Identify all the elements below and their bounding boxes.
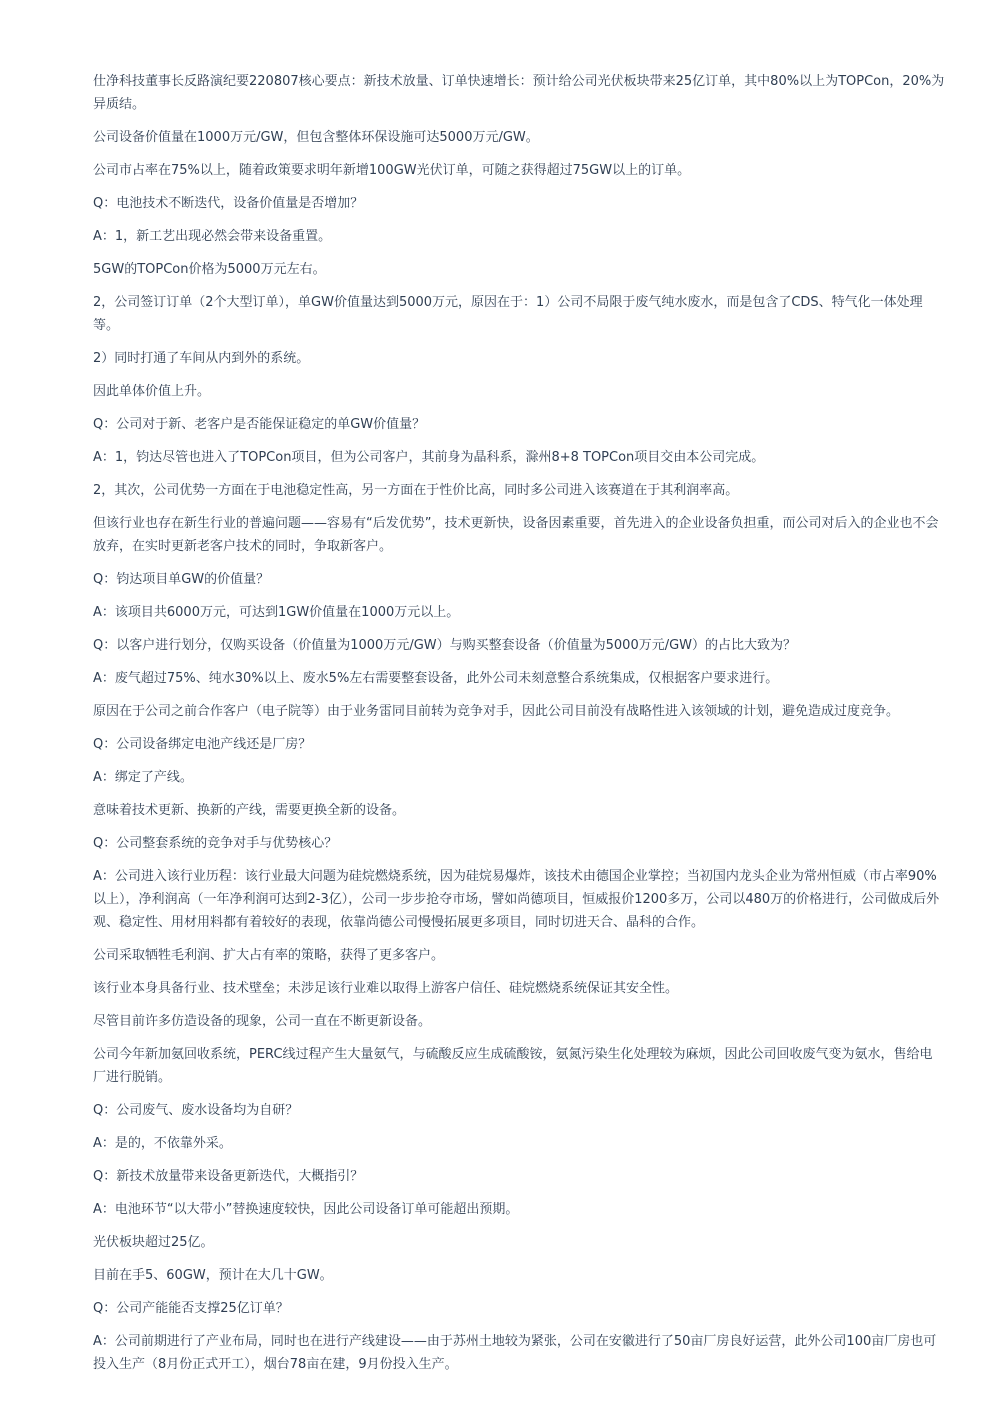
document-body [93,70,945,1386]
paragraph: 但该行业也存在新生行业的普遍问题——容易有“后发优势”，技术更新快，设备因素重要，首先进入的企业设备负担重，而公司对后入的企业也不会放弃，在实时更新老客户技术的同时，争取新客户。 [93,516,939,554]
question: Q：公司产能能否支撑25亿订单？ [93,1301,289,1316]
paragraph: 该行业本身具备行业、技术壁垒；未涉足该行业难以取得上游客户信任、硅烷燃烧系统保证其安全性。 [93,981,679,996]
paragraph: 目前在手5、60GW，预计在大几十GW。 [93,1268,333,1283]
answer: A：绑定了产线。 [93,770,193,785]
question: Q：公司废气、废水设备均为自研？ [93,1103,299,1118]
paragraph: 仕净科技董事长反路演纪要220807核心要点：新技术放量、订单快速增长：预计给公司光伏板块带来25亿订单，其中80%以上为TOPCon，20%为异质结。 [93,74,945,112]
answer: A：公司前期进行了产业布局，同时也在进行产线建设——由于苏州土地较为紧张，公司在安徽进行了50亩厂房良好运营，此外公司100亩厂房也可投入生产（8月份正式开工），烟台78亩在建，9月份投入生产。 [93,1334,937,1372]
paragraph: 尽管目前许多仿造设备的现象，公司一直在不断更新设备。 [93,1014,432,1029]
answer: A：1，钧达尽管也进入了TOPCon项目，但为公司客户，其前身为晶科系，滁州8+8 TOPCon项目交由本公司完成。 [93,450,765,465]
paragraph: 公司市占率在75%以上，随着政策要求明年新增100GW光伏订单，可随之获得超过75GW以上的订单。 [93,163,691,178]
question: Q：新技术放量带来设备更新迭代，大概指引？ [93,1169,364,1184]
question: Q：钧达项目单GW的价值量？ [93,572,270,587]
paragraph: 2）同时打通了车间从内到外的系统。 [93,351,310,366]
paragraph: 2，其次，公司优势一方面在于电池稳定性高，另一方面在于性价比高，同时多公司进入该赛道在于其利润率高。 [93,483,739,498]
question: Q：以客户进行划分，仅购买设备（价值量为1000万元/GW）与购买整套设备（价值量为5000万元/GW）的占比大致为？ [93,638,797,653]
question: Q：公司整套系统的竞争对手与优势核心？ [93,836,338,851]
paragraph: 意味着技术更新、换新的产线，需要更换全新的设备。 [93,803,406,818]
paragraph: 5GW的TOPCon价格为5000万元左右。 [93,262,326,277]
paragraph: 2，公司签订订单（2个大型订单），单GW价值量达到5000万元，原因在于：1）公司不局限于废气纯水废水，而是包含了CDS、特气化一体处理等。 [93,295,923,333]
answer: A：电池环节“以大带小”替换速度较快，因此公司设备订单可能超出预期。 [93,1202,519,1217]
answer: A：该项目共6000万元，可达到1GW价值量在1000万元以上。 [93,605,460,620]
answer: A：公司进入该行业历程：该行业最大问题为硅烷燃烧系统，因为硅烷易爆炸，该技术由德国企业掌控；当初国内龙头企业为常州恒威（市占率90%以上），净利润高（一年净利润可达到2-3亿），公司一步步抢夺市场，譬如尚德项目，恒威报价1200多万，公司以480万的价格进行，公司做成后外观、稳定性、用材用料都有着较好的表现，依靠尚德公司慢慢拓展更多项目，同时切进天合、晶科的合作。 [93,869,940,930]
paragraph: 公司采取牺牲毛利润、扩大占有率的策略，获得了更多客户。 [93,948,445,963]
question: Q：公司设备绑定电池产线还是厂房？ [93,737,312,752]
answer: A：废气超过75%、纯水30%以上、废水5%左右需要整套设备，此外公司未刻意整合系统集成，仅根据客户要求进行。 [93,671,779,686]
paragraph: 因此单体价值上升。 [93,384,211,399]
question: Q：公司对于新、老客户是否能保证稳定的单GW价值量？ [93,417,426,432]
answer: A：1，新工艺出现必然会带来设备重置。 [93,229,332,244]
paragraph: 公司今年新加氨回收系统，PERC线过程产生大量氨气，与硫酸反应生成硫酸铵，氨氮污染生化处理较为麻烦，因此公司回收废气变为氨水，售给电厂进行脱销。 [93,1047,933,1085]
answer: A：是的，不依靠外采。 [93,1136,232,1151]
paragraph: 公司设备价值量在1000万元/GW，但包含整体环保设施可达5000万元/GW。 [93,130,539,145]
question: Q：电池技术不断迭代，设备价值量是否增加？ [93,196,364,211]
paragraph: 光伏板块超过25亿。 [93,1235,214,1250]
paragraph: 原因在于公司之前合作客户（电子院等）由于业务雷同目前转为竞争对手，因此公司目前没有战略性进入该领域的计划，避免造成过度竞争。 [93,704,900,719]
